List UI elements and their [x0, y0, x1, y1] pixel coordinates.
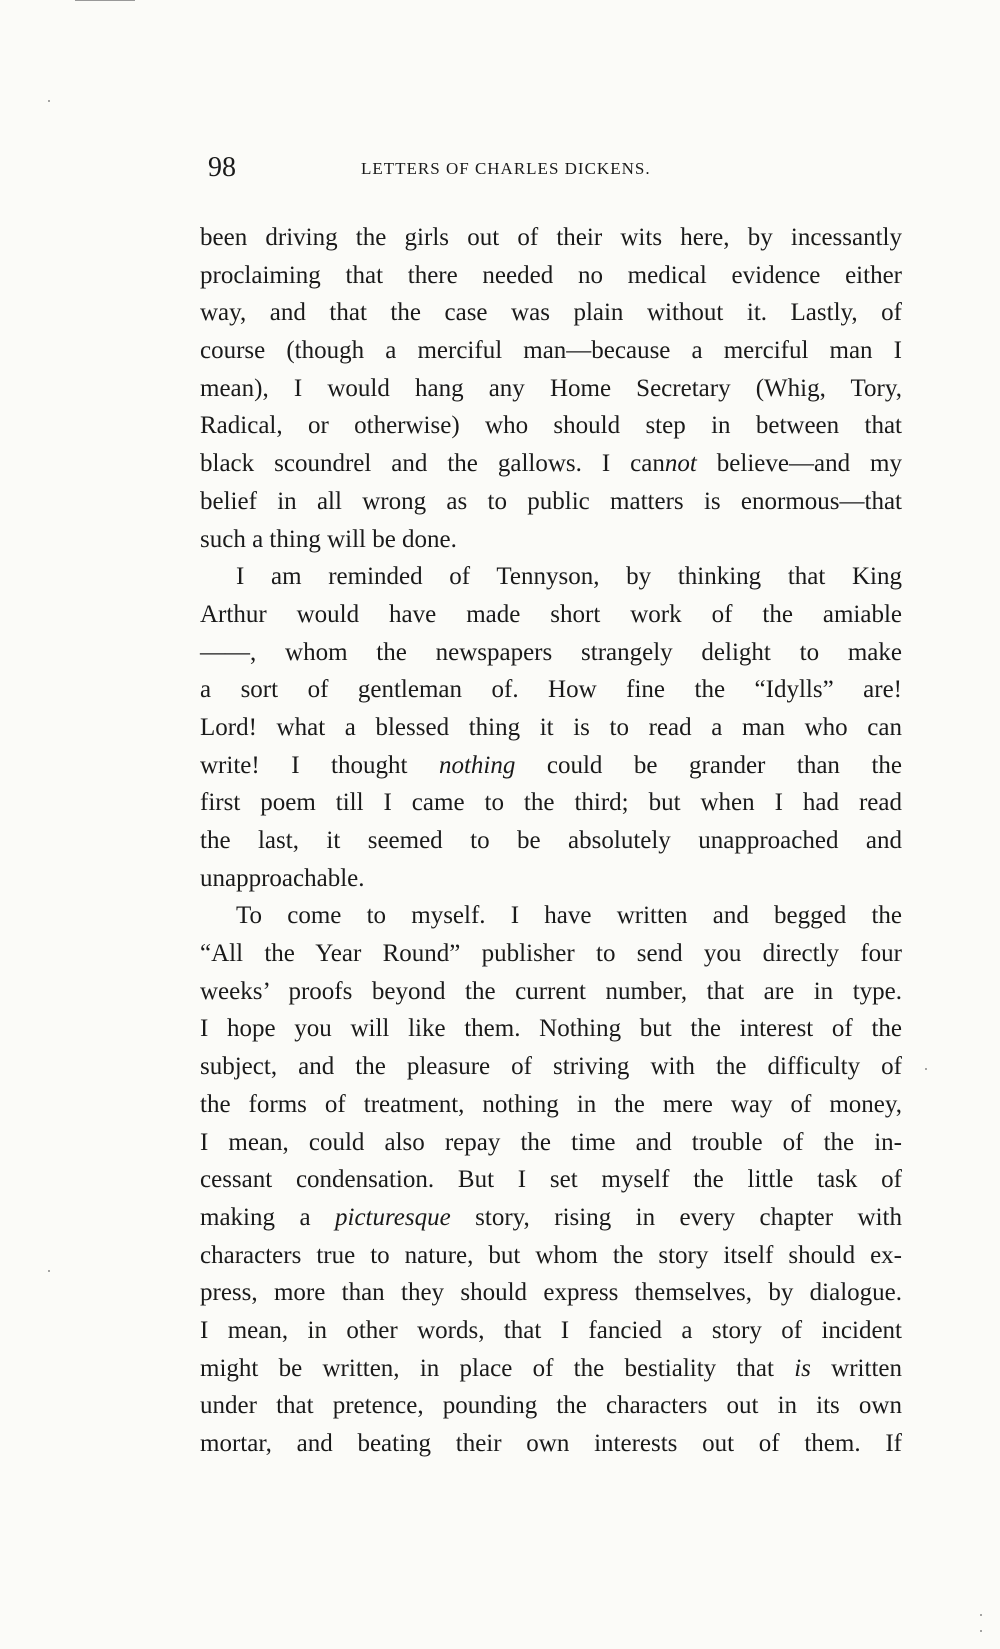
- text-line: write! I thought nothing could be grander than the: [200, 751, 902, 779]
- letter-body: [200, 219, 902, 1463]
- scan-speck: [75, 0, 135, 1]
- text-line: might be written, in place of the bestiality that is written: [200, 1354, 902, 1382]
- text-line: course (though a merciful man—because a merciful man I: [200, 337, 902, 365]
- text-line: black scoundrel and the gallows. I cannot believe—and my: [200, 450, 902, 478]
- text-line: I hope you will like them. Nothing but the interest of the: [200, 1015, 902, 1043]
- text-line: unapproachable.: [200, 864, 365, 892]
- text-line: the forms of treatment, nothing in the mere way of money,: [200, 1090, 902, 1118]
- text-line: proclaiming that there needed no medical evidence either: [200, 261, 902, 289]
- text-line: weeks’ proofs beyond the current number, that are in type.: [200, 977, 902, 1005]
- running-head: [208, 150, 908, 186]
- text-line: I mean, in other words, that I fancied a story of incident: [200, 1316, 902, 1344]
- text-line: Radical, or otherwise) who should step in between that: [200, 412, 902, 440]
- text-line: Lord! what a blessed thing it is to read a man who can: [200, 713, 902, 741]
- scan-speck: [980, 1630, 982, 1632]
- text-line: under that pretence, pounding the characters out in its own: [200, 1392, 902, 1420]
- text-line: first poem till I came to the third; but when I had read: [200, 789, 902, 817]
- page-number: 98: [208, 152, 236, 183]
- text-line: such a thing will be done.: [200, 525, 457, 553]
- text-line: I am reminded of Tennyson, by thinking that King: [236, 563, 902, 591]
- emphasis: nothing: [438, 751, 516, 779]
- text-line: subject, and the pleasure of striving with the difficulty of: [200, 1053, 902, 1081]
- text-line: Arthur would have made short work of the amiable: [200, 600, 902, 628]
- text-line: the last, it seemed to be absolutely unapproached and: [200, 827, 902, 854]
- text-line: press, more than they should express themselves, by dialogue.: [200, 1279, 902, 1307]
- text-line: making a picturesque story, rising in every chapter with: [200, 1203, 902, 1231]
- text-line: characters true to nature, but whom the story itself should ex-: [200, 1241, 902, 1269]
- running-title: LETTERS OF CHARLES DICKENS.: [361, 159, 651, 178]
- scan-speck: [48, 1270, 50, 1272]
- emphasis: not: [664, 450, 697, 478]
- scan-speck: [980, 1614, 982, 1616]
- emphasis: is: [794, 1354, 811, 1382]
- text-line: been driving the girls out of their wits here, by incessantly: [200, 224, 902, 251]
- text-line: “All the Year Round” publisher to send you directly four: [200, 940, 902, 968]
- text-line: way, and that the case was plain without it. Lastly, of: [200, 299, 902, 327]
- text-line: cessant condensation. But I set myself the little task of: [200, 1166, 902, 1194]
- emphasis: picturesque: [335, 1203, 451, 1231]
- scan-speck: [48, 100, 50, 102]
- text-line: mortar, and beating their own interests out of them. If: [200, 1430, 902, 1457]
- text-line: belief in all wrong as to public matters is enormous—that: [200, 487, 902, 515]
- scan-speck: [925, 1068, 927, 1070]
- text-line: a sort of gentleman of. How fine the “Idylls” are!: [200, 676, 902, 704]
- text-line: mean), I would hang any Home Secretary (Whig, Tory,: [200, 374, 902, 402]
- text-line: I mean, could also repay the time and trouble of the in-: [200, 1128, 902, 1156]
- text-line: ——, whom the newspapers strangely delight to make: [200, 638, 902, 666]
- text-line: To come to myself. I have written and begged the: [236, 902, 902, 930]
